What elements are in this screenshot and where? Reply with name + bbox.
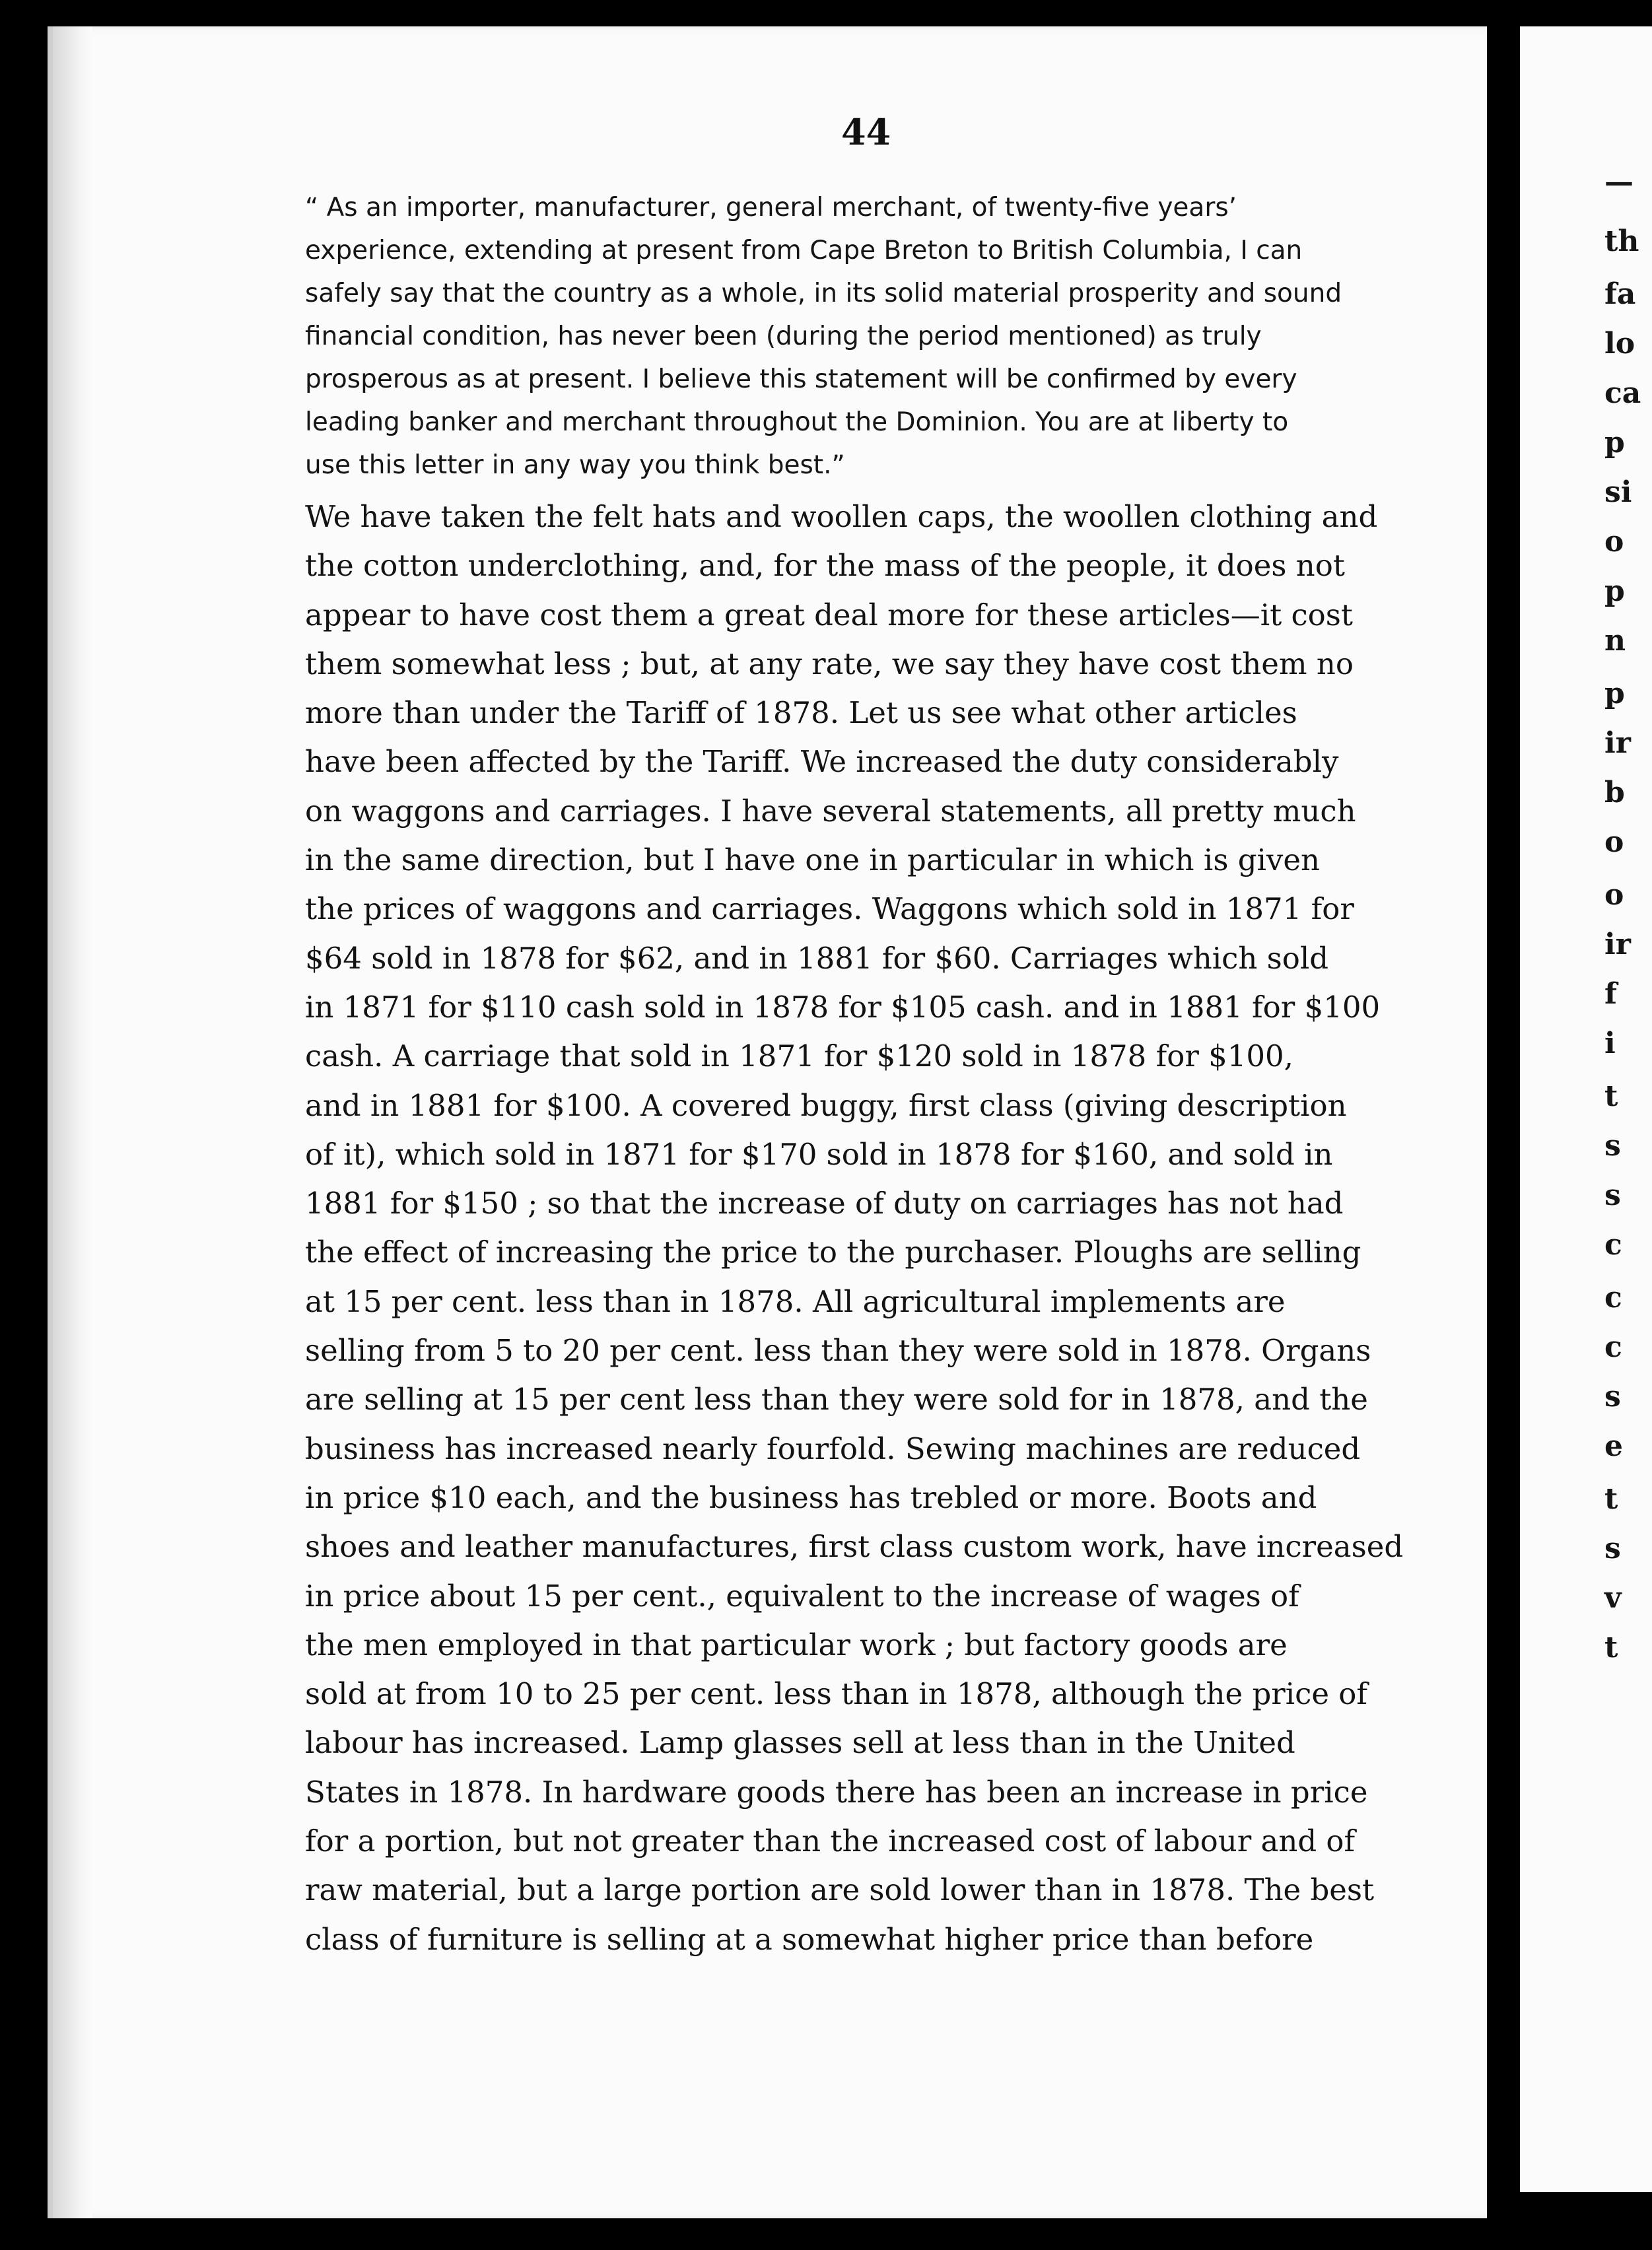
body-line: are selling at 15 per cent less than they were sold for in 1878, and the bbox=[305, 1382, 1368, 1417]
next-page-fragment: t bbox=[1604, 1482, 1618, 1516]
body-line: in the same direction, but I have one in particular in which is given bbox=[305, 842, 1320, 878]
next-page-fragment: fa bbox=[1604, 277, 1636, 311]
letter-line: leading banker and merchant throughout the Dominion. You are at liberty to bbox=[305, 407, 1289, 437]
body-line: have been affected by the Tariff. We increased the duty considerably bbox=[305, 744, 1339, 780]
next-page-edge bbox=[1520, 26, 1652, 2192]
body-line: the cotton underclothing, and, for the mass of the people, it does not bbox=[305, 548, 1345, 584]
next-page-fragment: t bbox=[1604, 1079, 1618, 1113]
next-page-fragment: n bbox=[1604, 624, 1626, 658]
body-line: cash. A carriage that sold in 1871 for $120 sold in 1878 for $100, bbox=[305, 1039, 1293, 1074]
body-line: the prices of waggons and carriages. Waggons which sold in 1871 for bbox=[305, 891, 1354, 927]
next-page-fragment: o bbox=[1604, 525, 1624, 559]
next-page-fragment: o bbox=[1604, 878, 1624, 912]
next-page-fragment: p bbox=[1604, 426, 1625, 460]
next-page-fragment: th bbox=[1604, 224, 1639, 258]
body-line: the men employed in that particular work ; but factory goods are bbox=[305, 1627, 1288, 1662]
next-page-fragment: s bbox=[1604, 1532, 1621, 1565]
letter-line: prosperous as at present. I believe this statement will be confirmed by every bbox=[305, 364, 1297, 394]
next-page-fragment: f bbox=[1604, 977, 1617, 1011]
body-line: more than under the Tariff of 1878. Let us see what other articles bbox=[305, 695, 1297, 731]
body-line: them somewhat less ; but, at any rate, we say they have cost them no bbox=[305, 646, 1354, 681]
next-page-fragment: s bbox=[1604, 1129, 1621, 1163]
body-line: selling from 5 to 20 per cent. less than they were sold in 1878. Organs bbox=[305, 1333, 1371, 1369]
next-page-fragment: e bbox=[1604, 1429, 1623, 1463]
next-page-fragment: s bbox=[1604, 1380, 1621, 1414]
body-line: in 1871 for $110 cash sold in 1878 for $105 cash. and in 1881 for $100 bbox=[305, 989, 1381, 1025]
next-page-fragment: p bbox=[1604, 677, 1625, 710]
letter-line: “ As an importer, manufacturer, general merchant, of twenty-five years’ bbox=[305, 193, 1237, 222]
body-text bbox=[305, 493, 1441, 1964]
page-binding-shadow bbox=[53, 26, 92, 2218]
body-line: and in 1881 for $100. A covered buggy, first class (giving description bbox=[305, 1087, 1347, 1123]
letter-line: safely say that the country as a whole, in its solid material prosperity and sound bbox=[305, 279, 1342, 308]
next-page-fragment: p bbox=[1604, 574, 1625, 608]
next-page-fragment: v bbox=[1604, 1581, 1622, 1615]
next-page-fragment: i bbox=[1604, 1027, 1616, 1060]
quoted-letter bbox=[305, 186, 1421, 487]
next-page-fragment: s bbox=[1604, 1178, 1621, 1212]
body-line: shoes and leather manufactures, first class custom work, have increased bbox=[305, 1529, 1404, 1565]
next-page-fragment: — bbox=[1604, 165, 1634, 199]
next-page-fragment: b bbox=[1604, 776, 1625, 809]
body-line: in price $10 each, and the business has trebled or more. Boots and bbox=[305, 1480, 1317, 1515]
body-line: $64 sold in 1878 for $62, and in 1881 for $60. Carriages which sold bbox=[305, 940, 1329, 976]
next-page-fragment: lo bbox=[1604, 327, 1635, 360]
body-line: in price about 15 per cent., equivalent to the increase of wages of bbox=[305, 1578, 1299, 1614]
next-page-fragment: si bbox=[1604, 475, 1632, 509]
next-page-fragment: c bbox=[1604, 1228, 1622, 1262]
body-line: We have taken the felt hats and woollen caps, the woollen clothing and bbox=[305, 499, 1378, 534]
body-line: labour has increased. Lamp glasses sell at less than in the United bbox=[305, 1725, 1295, 1761]
body-line: sold at from 10 to 25 per cent. less than in 1878, although the price of bbox=[305, 1676, 1368, 1712]
body-line: appear to have cost them a great deal more for these articles—it cost bbox=[305, 597, 1353, 632]
next-page-fragment: o bbox=[1604, 825, 1624, 859]
page-number: 44 bbox=[841, 111, 891, 153]
body-line: for a portion, but not greater than the increased cost of labour and of bbox=[305, 1824, 1356, 1859]
body-line: of it), which sold in 1871 for $170 sold in 1878 for $160, and sold in bbox=[305, 1136, 1333, 1172]
body-line: States in 1878. In hardware goods there has been an increase in price bbox=[305, 1774, 1368, 1810]
letter-line: experience, extending at present from Cape Breton to British Columbia, I can bbox=[305, 236, 1303, 265]
body-line: class of furniture is selling at a somewhat higher price than before bbox=[305, 1921, 1314, 1957]
next-page-fragment: ca bbox=[1604, 376, 1641, 410]
body-line: on waggons and carriages. I have several statements, all pretty much bbox=[305, 793, 1356, 829]
letter-line: use this letter in any way you think best.” bbox=[305, 450, 845, 480]
book-gutter bbox=[1487, 0, 1520, 2250]
body-line: at 15 per cent. less than in 1878. All agricultural implements are bbox=[305, 1283, 1286, 1319]
body-line: 1881 for $150 ; so that the increase of duty on carriages has not had bbox=[305, 1186, 1344, 1221]
next-page-fragment: c bbox=[1604, 1281, 1622, 1314]
body-line: raw material, but a large portion are sold lower than in 1878. The best bbox=[305, 1872, 1375, 1908]
body-line: the effect of increasing the price to the purchaser. Ploughs are selling bbox=[305, 1235, 1361, 1270]
scanned-page bbox=[48, 26, 1492, 2218]
next-page-fragment: c bbox=[1604, 1330, 1622, 1364]
body-line: business has increased nearly fourfold. Sewing machines are reduced bbox=[305, 1431, 1361, 1466]
letter-line: financial condition, has never been (during the period mentioned) as truly bbox=[305, 322, 1262, 351]
next-page-fragment: ir bbox=[1604, 928, 1631, 961]
next-page-fragment: t bbox=[1604, 1631, 1618, 1664]
next-page-fragment: ir bbox=[1604, 726, 1631, 760]
